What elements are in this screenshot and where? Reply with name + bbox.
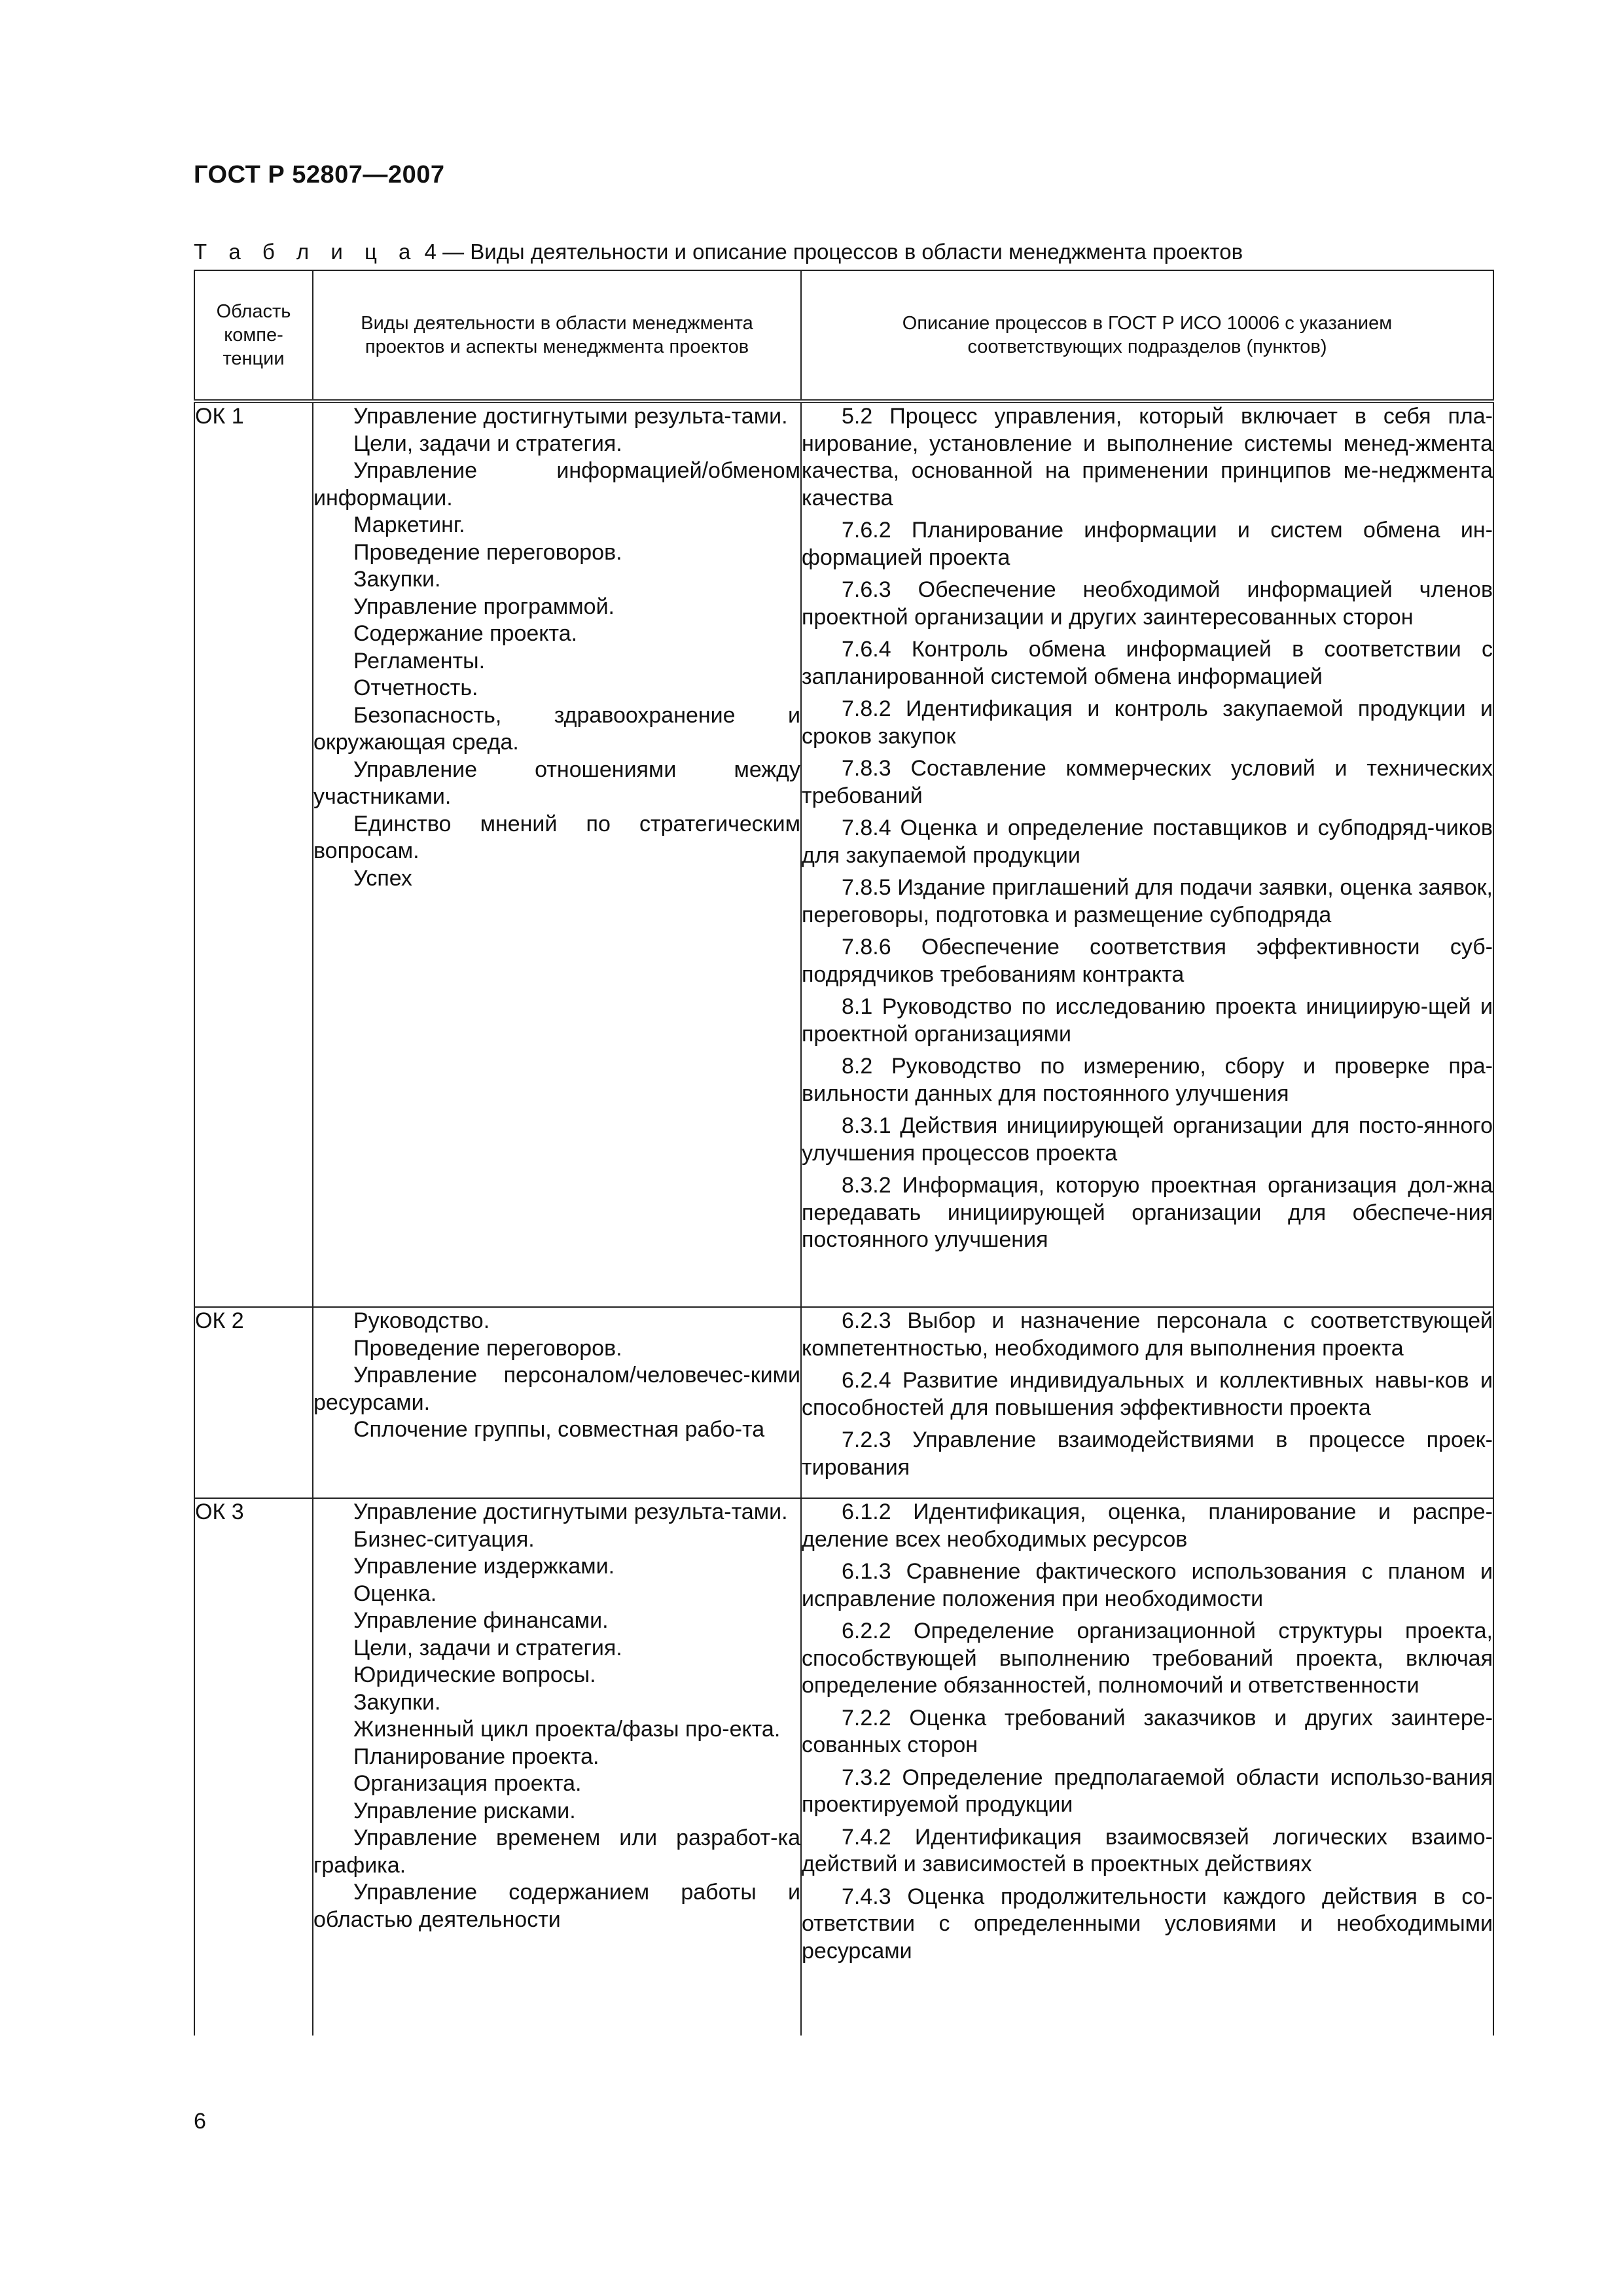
process-item: 6.2.2 Определение организационной структуры проекта, способствующей выполнению требований проекта, включая определение обязанностей, полномочий и ответственности <box>802 1619 1493 1698</box>
process-item: 7.2.2 Оценка требований заказчиков и других заинтере-сованных сторон <box>802 1705 1493 1757</box>
activity-item: Управление временем или разработ-ка графика. <box>313 1825 800 1878</box>
activity-item: Жизненный цикл проекта/фазы про-екта. <box>353 1717 781 1742</box>
processes-cell <box>801 401 1493 1307</box>
activities-cell <box>313 1498 801 2036</box>
activity-item: Управление достигнутыми результа-тами. <box>353 1499 788 1524</box>
table-header-row <box>194 270 1493 401</box>
process-item: 8.3.1 Действия инициирующей организации для посто-янного улучшения процессов проекта <box>802 1113 1493 1166</box>
process-item: 8.1 Руководство по исследованию проекта инициирую-щей и проектной организациями <box>802 994 1493 1047</box>
activity-item: Бизнес-ситуация. <box>353 1526 535 1552</box>
competence-area-cell: ОК 3 <box>194 1498 313 2036</box>
process-item: 7.8.4 Оценка и определение поставщиков и субподряд-чиков для закупаемой продукции <box>802 816 1493 868</box>
processes-cell <box>801 1307 1493 1498</box>
process-item: 7.8.5 Издание приглашений для подачи заявки, оценка заявок, переговоры, подготовка и размещение субподряда <box>802 875 1493 927</box>
activity-item: Управление содержанием работы и областью деятельности <box>313 1880 800 1932</box>
process-item: 7.8.2 Идентификация и контроль закупаемой продукции и сроков закупок <box>802 696 1493 749</box>
competence-area-cell: ОК 1 <box>194 401 313 1307</box>
activity-item: Проведение переговоров. <box>353 539 622 565</box>
activity-item: Руководство. <box>353 1308 490 1333</box>
header-area: Область компе-тенции <box>194 270 313 401</box>
process-item: 7.6.2 Планирование информации и систем обмена ин-формацией проекта <box>802 518 1493 570</box>
process-item: 6.2.4 Развитие индивидуальных и коллективных навы-ков и способностей для повышения эффективности проекта <box>802 1368 1493 1420</box>
activity-item: Содержание проекта. <box>353 621 578 646</box>
page-number: 6 <box>194 2109 206 2134</box>
document-header: ГОСТ Р 52807—2007 <box>194 161 445 188</box>
process-item: 6.2.3 Выбор и назначение персонала с соответствующей компетентностью, необходимого для выполнения проекта <box>802 1308 1493 1361</box>
process-item: 8.3.2 Информация, которую проектная организация дол-жна передавать инициирующей организации для обеспече-ния постоянного улучшения <box>802 1173 1493 1252</box>
table-row <box>194 1307 1493 1498</box>
process-item: 8.2 Руководство по измерению, сбору и проверке пра-вильности данных для постоянного улучшения <box>802 1054 1493 1106</box>
process-item: 7.6.4 Контроль обмена информацией в соответствии с запланированной системой обмена информацией <box>802 637 1493 689</box>
activity-item: Цели, задачи и стратегия. <box>353 431 622 456</box>
activity-item: Закупки. <box>353 1689 441 1715</box>
process-item: 6.1.2 Идентификация, оценка, планирование и распре-деление всех необходимых ресурсов <box>802 1499 1493 1552</box>
activity-item: Успех <box>353 865 412 891</box>
process-item: 6.1.3 Сравнение фактического использования с планом и исправление положения при необходимости <box>802 1559 1493 1611</box>
process-item: 7.6.3 Обеспечение необходимой информацией членов проектной организации и других заинтересованных сторон <box>802 577 1493 630</box>
header-processes: Описание процессов в ГОСТ Р ИСО 10006 с указанием соответствующих подразделов (пунктов) <box>801 270 1493 401</box>
activities-cell <box>313 401 801 1307</box>
activity-item: Проведение переговоров. <box>353 1335 622 1361</box>
process-table <box>194 270 1494 2036</box>
activity-item: Оценка. <box>353 1581 437 1606</box>
table-caption <box>194 240 1476 264</box>
activity-item: Управление отношениями между участниками. <box>313 757 800 809</box>
process-item: 7.4.3 Оценка продолжительности каждого действия в со-ответствии с определенными условиями и необходимыми ресурсами <box>802 1884 1493 1964</box>
activity-item: Цели, задачи и стратегия. <box>353 1635 622 1660</box>
activity-item: Управление программой. <box>353 594 615 619</box>
competence-area-cell: ОК 2 <box>194 1307 313 1498</box>
table-row <box>194 1498 1493 2036</box>
activity-item: Сплочение группы, совместная рабо-та <box>353 1417 765 1442</box>
process-item: 7.3.2 Определение предполагаемой области использо-вания проектируемой продукции <box>802 1765 1493 1817</box>
caption-label: Т а б л и ц а <box>194 240 419 264</box>
process-item: 5.2 Процесс управления, который включает в себя пла-нирование, установление и выполнение системы менед-жмента качества, основанной на применении принципов ме-неджмента качества <box>802 404 1493 511</box>
activity-item: Организация проекта. <box>353 1771 582 1796</box>
activity-item: Управление достигнутыми результа-тами. <box>353 404 788 429</box>
activity-item: Отчетность. <box>353 675 478 700</box>
activity-item: Маркетинг. <box>353 512 465 537</box>
activity-item: Безопасность, здравоохранение и окружающая среда. <box>313 702 800 755</box>
activities-cell <box>313 1307 801 1498</box>
activity-item: Управление персоналом/человечес-кими ресурсами. <box>313 1363 800 1415</box>
process-item: 7.8.6 Обеспечение соответствия эффективности суб-подрядчиков требованиям контракта <box>802 935 1493 987</box>
activity-item: Закупки. <box>353 567 441 592</box>
process-item: 7.4.2 Идентификация взаимосвязей логических взаимо-действий и зависимостей в проектных действиях <box>802 1824 1493 1876</box>
table-body <box>194 401 1493 2036</box>
activity-item: Планирование проекта. <box>353 1744 599 1769</box>
activity-item: Регламенты. <box>353 648 486 673</box>
process-item: 7.2.3 Управление взаимодействиями в процессе проек-тирования <box>802 1427 1493 1480</box>
header-activities: Виды деятельности в области менеджмента проектов и аспекты менеджмента проектов <box>313 270 801 401</box>
activity-item: Единство мнений по стратегическим вопросам. <box>313 811 800 863</box>
activity-item: Управление рисками. <box>353 1798 576 1823</box>
caption-text: 4 — Виды деятельности и описание процессов в области менеджмента проектов <box>424 240 1243 264</box>
process-item: 7.8.3 Составление коммерческих условий и технических требований <box>802 756 1493 808</box>
activity-item: Управление издержками. <box>353 1554 615 1579</box>
activity-item: Управление финансами. <box>353 1608 609 1633</box>
processes-cell <box>801 1498 1493 2036</box>
activity-item: Управление информацией/обменом информации. <box>313 458 800 511</box>
table-row <box>194 401 1493 1307</box>
activity-item: Юридические вопросы. <box>353 1662 596 1687</box>
